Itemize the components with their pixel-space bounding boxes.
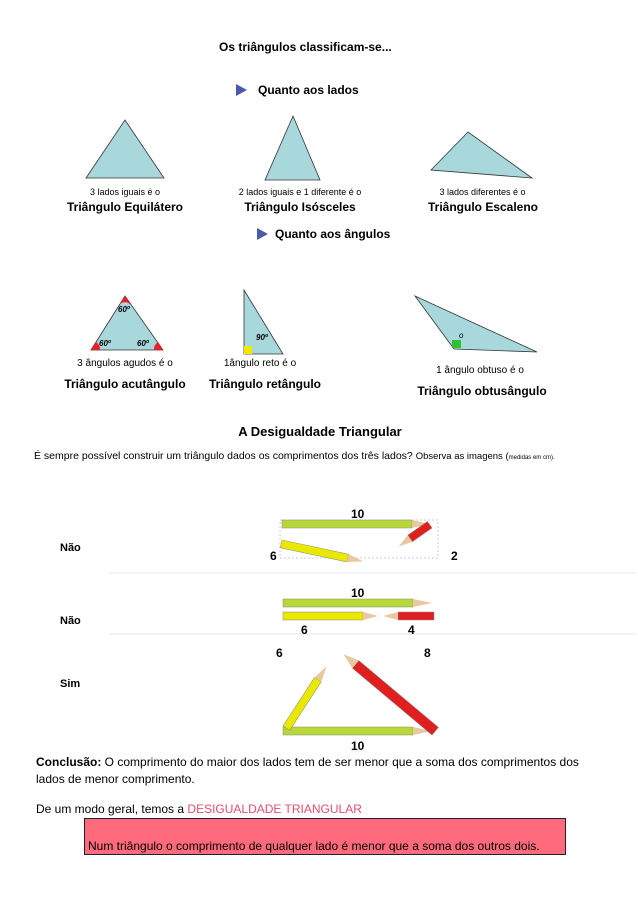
pencil-10 bbox=[283, 727, 432, 735]
name-right: Triângulo retângulo bbox=[208, 377, 321, 391]
name-equilateral: Triângulo Equilátero bbox=[66, 200, 183, 214]
caption-right: 1ângulo reto é o bbox=[223, 358, 297, 369]
pencil-8 bbox=[340, 650, 438, 735]
obtuse-triangle bbox=[415, 296, 537, 352]
pencil-10 bbox=[282, 520, 430, 528]
conclusion-text: O comprimento do maior dos lados tem de ser menor que a soma dos comprimentos dos lados de menor comprimento. bbox=[36, 755, 579, 786]
rule-text: Num triângulo o comprimento de qualquer lado é menor que a soma dos outros dois. bbox=[88, 839, 540, 853]
caption-scalene: 3 lados diferentes é o bbox=[439, 187, 526, 197]
label-b: 8 bbox=[424, 646, 431, 660]
bullet-icon bbox=[257, 228, 268, 240]
angle-label: o bbox=[459, 331, 464, 340]
conclusion-paragraph bbox=[36, 754, 606, 788]
name-obtuse: Triângulo obtusângulo bbox=[417, 384, 547, 398]
label-long: 10 bbox=[351, 507, 365, 521]
pencil-4 bbox=[383, 612, 434, 620]
by-sides-heading: Quanto aos lados bbox=[258, 83, 359, 97]
pencil-6 bbox=[280, 540, 364, 565]
rule-box bbox=[84, 818, 566, 855]
inequality-heading: A Desigualdade Triangular bbox=[238, 424, 402, 439]
pencil-10 bbox=[283, 599, 432, 607]
angle-label: 60º bbox=[118, 305, 130, 314]
conclusion-label: Conclusão: bbox=[36, 755, 102, 769]
label-a: 6 bbox=[301, 623, 308, 637]
obtuse-angle-mark bbox=[452, 340, 461, 348]
example-answer: Sim bbox=[60, 678, 81, 690]
general-prefix: De um modo geral, temos a bbox=[36, 802, 188, 816]
angle-label: 60º bbox=[99, 339, 111, 348]
right-triangle bbox=[244, 290, 283, 354]
general-term: DESIGUALDADE TRIANGULAR bbox=[187, 802, 362, 816]
name-acute: Triângulo acutângulo bbox=[64, 377, 186, 391]
general-statement bbox=[36, 802, 362, 816]
page-title: Os triângulos classificam-se... bbox=[219, 40, 392, 54]
caption-isosceles: 2 lados iguais e 1 diferente é o bbox=[238, 187, 362, 197]
label-a: 6 bbox=[270, 549, 277, 563]
caption-equilateral: 3 lados iguais é o bbox=[89, 187, 161, 197]
pencil-6 bbox=[283, 664, 330, 730]
caption-acute: 3 ângulos agudos é o bbox=[77, 358, 173, 369]
label-b: 2 bbox=[451, 549, 458, 563]
name-scalene: Triângulo Escaleno bbox=[427, 200, 539, 214]
name-isosceles: Triângulo Isósceles bbox=[244, 200, 356, 214]
observe-text: Observa as imagens ( bbox=[415, 451, 509, 462]
equilateral-triangle bbox=[86, 120, 164, 178]
example-answer: Não bbox=[60, 542, 81, 554]
pencil-6 bbox=[283, 612, 378, 620]
scalene-triangle bbox=[431, 132, 532, 178]
units-note: medidas em cm). bbox=[508, 455, 555, 461]
label-long: 10 bbox=[351, 739, 365, 753]
label-long: 10 bbox=[351, 586, 365, 600]
label-b: 4 bbox=[408, 623, 415, 637]
bullet-icon bbox=[236, 84, 247, 96]
isosceles-triangle bbox=[265, 116, 320, 180]
by-angles-heading: Quanto aos ângulos bbox=[275, 227, 391, 241]
example-answer: Não bbox=[60, 615, 81, 627]
label-a: 6 bbox=[276, 646, 283, 660]
caption-obtuse: 1 ângulo obtuso é o bbox=[436, 365, 524, 376]
right-angle-mark bbox=[244, 346, 252, 354]
inequality-question bbox=[34, 450, 555, 462]
angle-label: 90º bbox=[256, 333, 268, 342]
question-text: É sempre possível construir um triângulo dados os comprimentos dos três lados? bbox=[34, 450, 413, 462]
angle-label: 60º bbox=[137, 339, 149, 348]
